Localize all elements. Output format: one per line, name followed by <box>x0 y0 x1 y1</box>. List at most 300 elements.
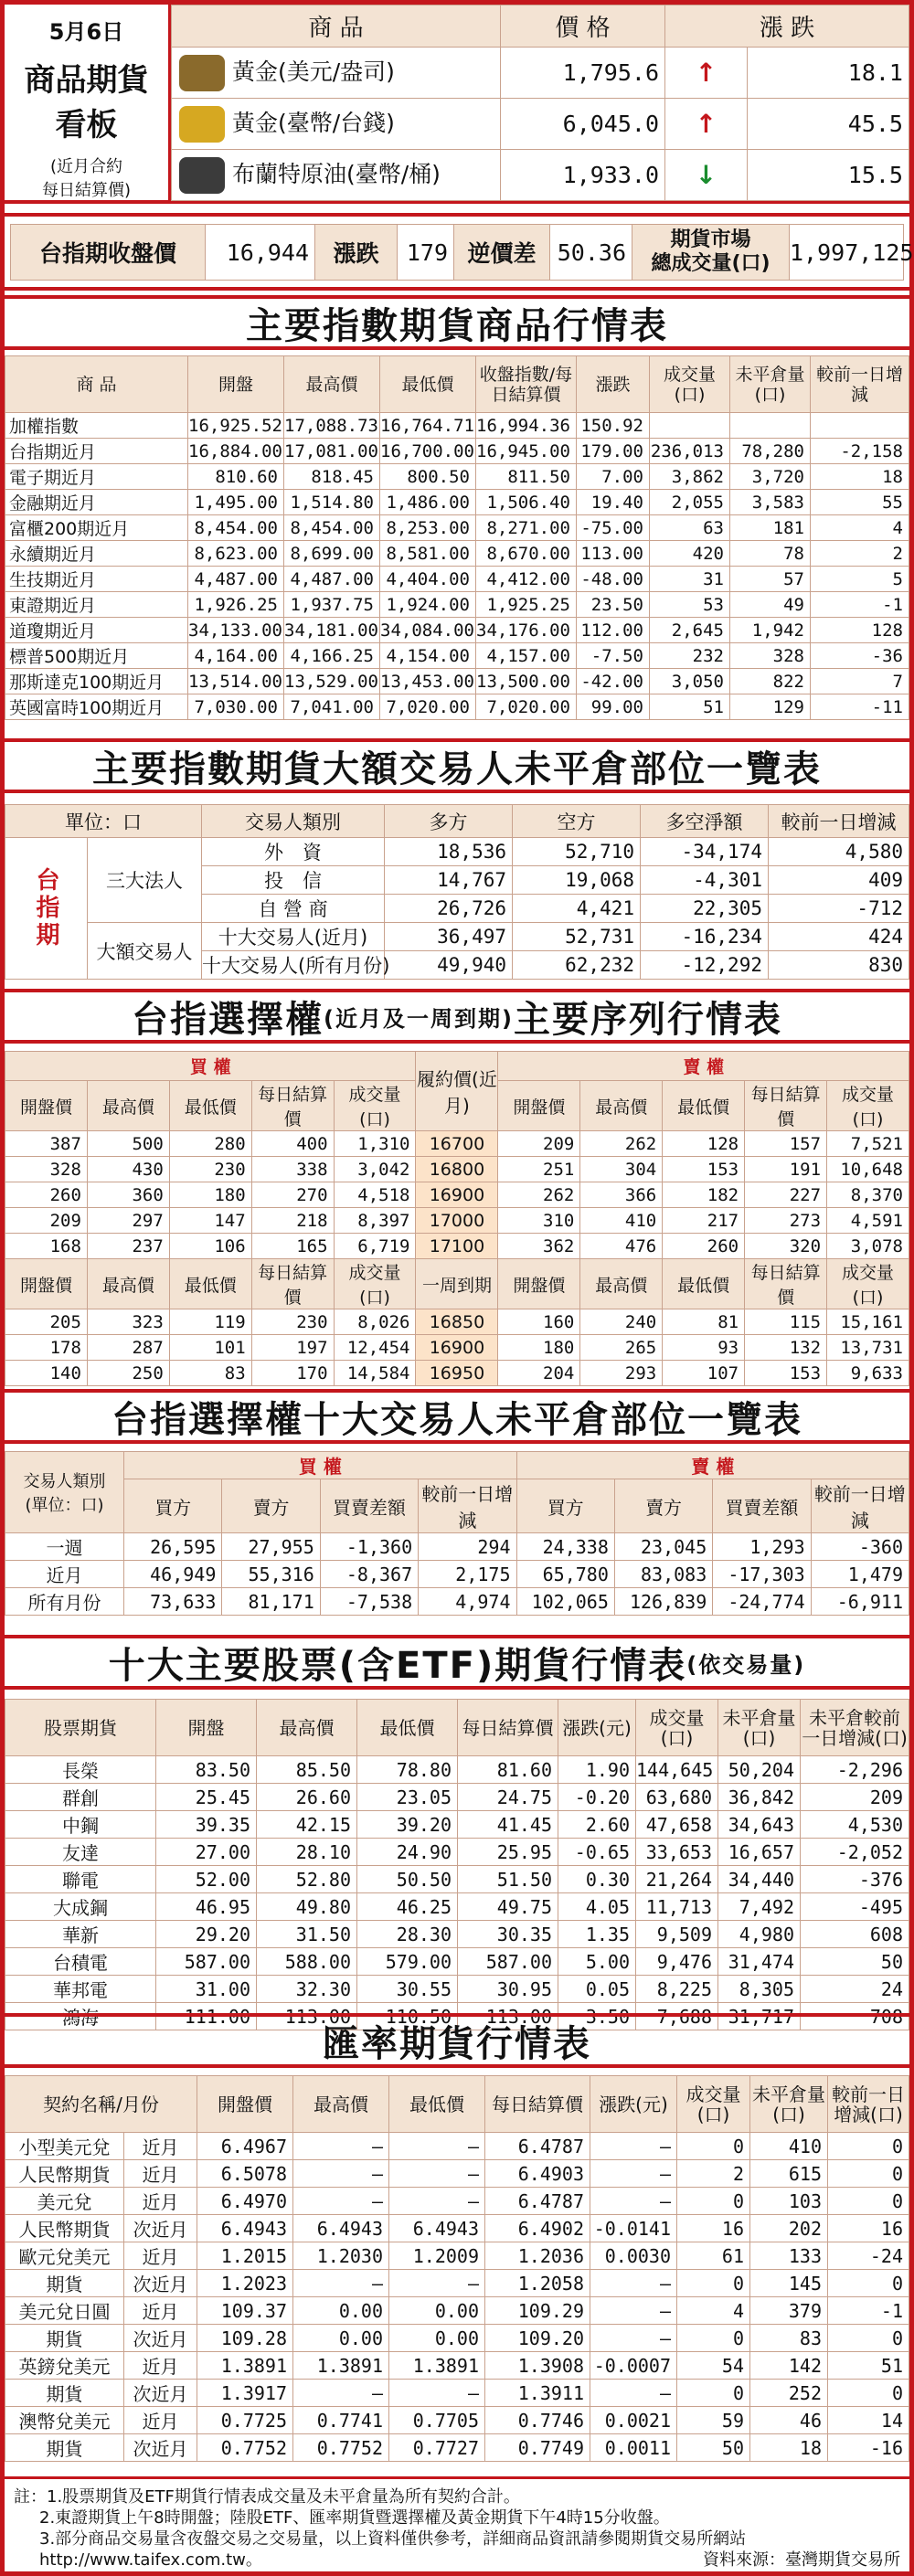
table-row <box>5 1208 909 1234</box>
table-cell: -1 <box>828 2297 909 2325</box>
table-cell: 579.00 <box>357 1948 458 1976</box>
table-cell: 1.3917 <box>197 2380 293 2407</box>
table-cell: 0.30 <box>558 1866 636 1893</box>
table-cell: 400 <box>251 1131 334 1157</box>
table-cell: 36,497 <box>385 923 513 951</box>
col-header: 漲 跌 <box>665 5 909 48</box>
table-cell: -0.0141 <box>590 2215 677 2242</box>
table-row <box>5 592 909 618</box>
strike-cell: 16800 <box>416 1157 498 1182</box>
commodity-name: 黃金(美元/盎司) <box>232 58 395 85</box>
table-row <box>5 1561 909 1588</box>
table-cell: 1.2030 <box>293 2242 389 2270</box>
table-cell: 16,884.00 <box>188 439 284 464</box>
table-cell: 2.60 <box>558 1811 636 1839</box>
table-cell: 0 <box>677 2325 750 2352</box>
table-cell: 14 <box>828 2407 909 2434</box>
col-header: 買方 <box>516 1479 614 1533</box>
put-header: 賣 權 <box>498 1052 909 1081</box>
table-cell: 近月 <box>124 2352 197 2380</box>
table-cell: 21,264 <box>636 1866 718 1893</box>
col-header: 最低價 <box>357 1700 458 1756</box>
table-cell: 109.29 <box>485 2297 590 2325</box>
commodity-row <box>172 150 909 201</box>
col-header: 未平倉較前一日增減(口) <box>801 1700 909 1756</box>
table-row <box>5 618 909 643</box>
table-cell: – <box>389 2188 485 2215</box>
col-header: 收盤指數/每日結算價 <box>476 356 577 413</box>
table-cell: 78 <box>730 541 811 567</box>
table-row <box>5 2352 909 2380</box>
table-cell: 34,643 <box>718 1811 801 1839</box>
table-cell: 友達 <box>5 1839 156 1866</box>
table-cell: 202 <box>750 2215 828 2242</box>
table-cell: 加權指數 <box>5 413 188 439</box>
table-row <box>5 439 909 464</box>
col-header: 最低價 <box>380 356 476 413</box>
table-cell: -24,774 <box>713 1588 811 1616</box>
table-cell: 608 <box>801 1921 909 1948</box>
table-cell: 49.80 <box>257 1893 357 1921</box>
table-cell: 34,084.00 <box>380 618 476 643</box>
strike-cell: 16850 <box>416 1309 498 1335</box>
table-cell: 8,026 <box>334 1309 416 1335</box>
table-cell: – <box>590 2133 677 2160</box>
table-cell: 18,536 <box>385 838 513 866</box>
table-row <box>5 1131 909 1157</box>
board-note-1: (近月合約 <box>49 157 123 176</box>
table-cell: 5 <box>811 567 909 592</box>
col-header: 未平倉量(口) <box>718 1700 801 1756</box>
table-row <box>5 1157 909 1182</box>
table-cell: 51 <box>650 694 730 720</box>
col-header: 漲跌(元) <box>590 2076 677 2133</box>
title-part: 台指選擇權 <box>132 998 324 1041</box>
table-cell: 4,412.00 <box>476 567 577 592</box>
table-cell: 0.7752 <box>197 2434 293 2462</box>
table-row <box>5 1921 909 1948</box>
table-cell: 34,133.00 <box>188 618 284 643</box>
table-row <box>5 1811 909 1839</box>
large-trader-table <box>5 804 909 980</box>
table-cell: 240 <box>580 1309 663 1335</box>
col-header: 最高價 <box>87 1081 169 1131</box>
table-cell: 205 <box>5 1309 88 1335</box>
footnote: 3.部分商品交易量含夜盤交易之交易量，以上資料僅供參考，詳細商品資訊請參閱期貨交易所網站 <box>39 2529 747 2549</box>
table-cell: 128 <box>811 618 909 643</box>
table-cell: 153 <box>745 1361 827 1386</box>
table-cell: 128 <box>663 1131 745 1157</box>
table-cell: 23.50 <box>577 592 650 618</box>
col-header: 成交量(口) <box>677 2076 750 2133</box>
table-cell: 140 <box>5 1361 88 1386</box>
table-cell: -1,360 <box>320 1533 418 1561</box>
table-cell: 0.7705 <box>389 2407 485 2434</box>
commodity-change: 15.5 <box>748 150 909 201</box>
table-cell: -24 <box>828 2242 909 2270</box>
table-cell: 182 <box>663 1182 745 1208</box>
commodity-table <box>171 5 909 201</box>
table-cell: 409 <box>769 866 909 895</box>
table-cell: 191 <box>745 1157 827 1182</box>
col-header: 最低價 <box>169 1081 251 1131</box>
table-cell: 7,041.00 <box>284 694 380 720</box>
table-cell: 3,042 <box>334 1157 416 1182</box>
table-cell: 0.7725 <box>197 2407 293 2434</box>
table-row <box>5 2133 909 2160</box>
table-cell: 0 <box>828 2325 909 2352</box>
table-row <box>5 1784 909 1811</box>
table-cell: 群創 <box>5 1784 156 1811</box>
table-cell: 73,633 <box>124 1588 222 1616</box>
table-cell: 人民幣期貨 <box>5 2215 124 2242</box>
summary-value: 16,944 <box>206 225 315 281</box>
table-cell: 17,081.00 <box>284 439 380 464</box>
table-cell: 270 <box>251 1182 334 1208</box>
table-cell: 107 <box>663 1361 745 1386</box>
table-cell: 1,293 <box>713 1533 811 1561</box>
table-cell: 6.4967 <box>197 2133 293 2160</box>
board-title-1: 商品期貨 <box>24 62 149 99</box>
table-cell: -34,174 <box>641 838 769 866</box>
table-row <box>5 2242 909 2270</box>
table-cell: 24,338 <box>516 1533 614 1561</box>
table-row <box>5 669 909 694</box>
summary-label: 台指期收盤價 <box>11 225 206 281</box>
col-header: 交易人類別 <box>202 805 385 838</box>
stock-futures-section <box>5 1635 909 2029</box>
table-cell: 31 <box>650 567 730 592</box>
table-row <box>5 567 909 592</box>
summary-value: 179 <box>398 225 454 281</box>
col-header: 最高價 <box>87 1259 169 1309</box>
col-header: 開盤價 <box>197 2076 293 2133</box>
table-cell: 109.37 <box>197 2297 293 2325</box>
section-title <box>5 1635 909 1690</box>
table-cell: 近月 <box>124 2188 197 2215</box>
table-cell: 7,688 <box>636 2003 718 2030</box>
board-date: 5月6日 <box>48 19 124 45</box>
col-header: 最高價 <box>284 356 380 413</box>
table-cell: 53 <box>650 592 730 618</box>
strike-cell: 16900 <box>416 1182 498 1208</box>
table-cell: 0.0021 <box>590 2407 677 2434</box>
source-link[interactable]: http://www.taifex.com.tw。 <box>39 2550 262 2570</box>
table-cell: 99.00 <box>577 694 650 720</box>
table-cell: – <box>590 2160 677 2188</box>
table-cell: 430 <box>87 1157 169 1182</box>
table-cell: 4,404.00 <box>380 567 476 592</box>
table-cell: 近月 <box>124 2133 197 2160</box>
col-header: 成交量(口) <box>650 356 730 413</box>
table-cell: 2,175 <box>419 1561 516 1588</box>
table-row <box>5 2325 909 2352</box>
table-cell: 4 <box>811 515 909 541</box>
table-cell: -48.00 <box>577 567 650 592</box>
footnotes <box>5 2476 909 2571</box>
table-row <box>5 2270 909 2297</box>
table-cell: 178 <box>5 1335 88 1361</box>
table-row <box>5 2297 909 2325</box>
table-cell: 3,050 <box>650 669 730 694</box>
table-cell: 50 <box>801 1948 909 1976</box>
table-cell: 4,157.00 <box>476 643 577 669</box>
table-cell: 24.90 <box>357 1839 458 1866</box>
table-cell: 145 <box>750 2270 828 2297</box>
strike-cell: 16950 <box>416 1361 498 1386</box>
table-cell: 113.00 <box>458 2003 558 2030</box>
table-cell: 260 <box>5 1182 88 1208</box>
table-cell: 1,924.00 <box>380 592 476 618</box>
table-cell: 歐元兌美元 <box>5 2242 124 2270</box>
change-arrow-icon: ↓ <box>665 150 748 201</box>
table-cell: 83 <box>750 2325 828 2352</box>
summary-label: 漲跌 <box>315 225 398 281</box>
table-cell: 42.15 <box>257 1811 357 1839</box>
fx-futures-table <box>5 2075 909 2462</box>
summary-table <box>10 224 914 281</box>
table-cell: 生技期近月 <box>5 567 188 592</box>
table-cell: 144,645 <box>636 1756 718 1784</box>
commodity-name: 黃金(臺幣/台錢) <box>232 110 395 136</box>
col-header: 每日結算價 <box>251 1081 334 1131</box>
table-cell: 39.20 <box>357 1811 458 1839</box>
table-cell: 13,500.00 <box>476 669 577 694</box>
table-cell: 217 <box>663 1208 745 1234</box>
footnote: 註：1.股票期貨及ETF期貨行情表成交量及未平倉量為所有契約合計。 <box>14 2487 520 2507</box>
table-cell: 大成鋼 <box>5 1893 156 1921</box>
col-header: 契約名稱/月份 <box>5 2076 197 2133</box>
table-cell: 111.00 <box>156 2003 257 2030</box>
table-cell: 8,305 <box>718 1976 801 2003</box>
table-cell: 所有月份 <box>5 1588 124 1616</box>
table-cell: 標普500期近月 <box>5 643 188 669</box>
col-header: 較前一日增減 <box>811 1479 909 1533</box>
table-cell: 109.20 <box>485 2325 590 2352</box>
table-cell: – <box>590 2188 677 2215</box>
table-cell: 5.00 <box>558 1948 636 1976</box>
options-large-trader-table <box>5 1451 909 1616</box>
group-label: 三大法人 <box>88 838 202 923</box>
table-cell: 115 <box>745 1309 827 1335</box>
table-cell: 113.00 <box>257 2003 357 2030</box>
commodity-price: 1,933.0 <box>501 150 665 201</box>
table-cell: 25.45 <box>156 1784 257 1811</box>
table-cell: 1.3891 <box>197 2352 293 2380</box>
commodity-change: 45.5 <box>748 99 909 150</box>
table-cell: 304 <box>580 1157 663 1182</box>
table-cell: 小型美元兌 <box>5 2133 124 2160</box>
table-cell: 81.60 <box>458 1756 558 1784</box>
table-cell: 0.7741 <box>293 2407 389 2434</box>
table-cell: 46,949 <box>124 1561 222 1588</box>
table-cell: 23,045 <box>614 1533 712 1561</box>
table-cell: -495 <box>801 1893 909 1921</box>
table-cell: 14,767 <box>385 866 513 895</box>
table-row <box>5 1948 909 1976</box>
table-cell: 36,842 <box>718 1784 801 1811</box>
table-cell: – <box>389 2380 485 2407</box>
table-cell: 美元兌 <box>5 2188 124 2215</box>
table-cell: -360 <box>811 1533 909 1561</box>
table-cell: 142 <box>750 2352 828 2380</box>
table-cell: 476 <box>580 1234 663 1259</box>
call-header: 買 權 <box>124 1452 517 1479</box>
table-cell: 293 <box>580 1361 663 1386</box>
table-cell: 外 資 <box>202 838 385 866</box>
table-cell: 7,020.00 <box>380 694 476 720</box>
commodity-change: 18.1 <box>748 48 909 99</box>
table-cell: 4,974 <box>419 1588 516 1616</box>
table-cell: 252 <box>750 2380 828 2407</box>
table-cell: 1,942 <box>730 618 811 643</box>
section-title: 匯率期貨行情表 <box>5 2013 909 2068</box>
col-header: 每日結算價 <box>458 1700 558 1756</box>
table-cell: 14,584 <box>334 1361 416 1386</box>
table-cell: 110.50 <box>357 2003 458 2030</box>
table-cell: 294 <box>419 1533 516 1561</box>
table-cell: 157 <box>745 1131 827 1157</box>
table-cell: 近月 <box>124 2297 197 2325</box>
table-cell: 52.80 <box>257 1866 357 1893</box>
table-cell: 永續期近月 <box>5 541 188 567</box>
table-row <box>5 2434 909 2462</box>
group-label: 大額交易人 <box>88 923 202 980</box>
table-cell: – <box>590 2325 677 2352</box>
table-cell: 78,280 <box>730 439 811 464</box>
table-cell: 6.4943 <box>197 2215 293 2242</box>
table-cell: 英鎊兌美元 <box>5 2352 124 2380</box>
table-cell: 34,181.00 <box>284 618 380 643</box>
table-cell: 近月 <box>5 1561 124 1588</box>
table-cell: 8,581.00 <box>380 541 476 567</box>
table-cell: 次近月 <box>124 2325 197 2352</box>
table-cell: 11,713 <box>636 1893 718 1921</box>
table-cell: 708 <box>801 2003 909 2030</box>
table-cell: – <box>293 2270 389 2297</box>
table-row <box>5 413 909 439</box>
table-cell: -4,301 <box>641 866 769 895</box>
unit-label: 單位：口 <box>5 805 202 838</box>
table-cell: 7,521 <box>827 1131 909 1157</box>
table-cell: 0.7727 <box>389 2434 485 2462</box>
table-cell: 4,980 <box>718 1921 801 1948</box>
table-cell: 588.00 <box>257 1948 357 1976</box>
table-cell: 6.5078 <box>197 2160 293 2188</box>
col-header: 開盤價 <box>498 1259 580 1309</box>
table-cell: 華邦電 <box>5 1976 156 2003</box>
table-cell: -712 <box>769 895 909 923</box>
table-cell: 2 <box>811 541 909 567</box>
table-cell: 273 <box>745 1208 827 1234</box>
col-header: 每日結算價 <box>745 1081 827 1131</box>
table-cell: 818.45 <box>284 464 380 490</box>
table-cell: – <box>590 2270 677 2297</box>
table-cell: -12,292 <box>641 951 769 980</box>
col-header: 漲跌 <box>577 356 650 413</box>
table-cell: 31.00 <box>156 1976 257 2003</box>
table-cell: 180 <box>169 1182 251 1208</box>
header-line: 交易人類別 <box>23 1472 106 1491</box>
index-futures-section <box>5 295 909 726</box>
table-row <box>5 541 909 567</box>
table-cell: 31,474 <box>718 1948 801 1976</box>
table-cell: 179.00 <box>577 439 650 464</box>
table-row <box>5 464 909 490</box>
table-cell: 1.2058 <box>485 2270 590 2297</box>
table-cell: 近月 <box>124 2407 197 2434</box>
table-cell: – <box>293 2160 389 2188</box>
table-cell: 800.50 <box>380 464 476 490</box>
table-row <box>5 1309 909 1335</box>
col-header: 成交量(口) <box>827 1259 909 1309</box>
table-cell: 31,717 <box>718 2003 801 2030</box>
table-cell: 181 <box>730 515 811 541</box>
table-cell: 25.95 <box>458 1839 558 1866</box>
table-cell: – <box>590 2380 677 2407</box>
table-cell: 93 <box>663 1335 745 1361</box>
table-cell: 323 <box>87 1309 169 1335</box>
put-header: 賣 權 <box>516 1452 909 1479</box>
table-cell: 富櫃200期近月 <box>5 515 188 541</box>
table-cell <box>650 413 730 439</box>
commodity-board <box>5 5 909 204</box>
table-cell: -2,158 <box>811 439 909 464</box>
table-row <box>5 838 909 866</box>
col-header: 最低價 <box>663 1081 745 1131</box>
table-cell: 金融期近月 <box>5 490 188 515</box>
table-cell: 8,253.00 <box>380 515 476 541</box>
table-cell: 209 <box>5 1208 88 1234</box>
table-cell: 387 <box>5 1131 88 1157</box>
commodity-name-cell <box>172 99 501 150</box>
table-cell: 63,680 <box>636 1784 718 1811</box>
table-cell: -0.20 <box>558 1784 636 1811</box>
table-cell: 150.92 <box>577 413 650 439</box>
table-cell: 期貨 <box>5 2325 124 2352</box>
table-row <box>5 2188 909 2215</box>
table-cell: 424 <box>769 923 909 951</box>
table-cell: 人民幣期貨 <box>5 2160 124 2188</box>
table-cell: 15,161 <box>827 1309 909 1335</box>
strike-cell: 17100 <box>416 1234 498 1259</box>
table-row <box>5 643 909 669</box>
table-cell: – <box>389 2133 485 2160</box>
table-cell <box>730 413 811 439</box>
col-header: 買賣差額 <box>713 1479 811 1533</box>
section-title: 主要指數期貨商品行情表 <box>5 295 909 350</box>
table-cell: 160 <box>498 1309 580 1335</box>
table-cell: -6,911 <box>811 1588 909 1616</box>
table-cell: 7,492 <box>718 1893 801 1921</box>
title-part: (依交易量) <box>686 1651 806 1678</box>
table-row <box>5 2215 909 2242</box>
gold-bar-icon <box>179 106 225 143</box>
table-cell: 1,925.25 <box>476 592 577 618</box>
table-cell: 1.2009 <box>389 2242 485 2270</box>
table-cell: 23.05 <box>357 1784 458 1811</box>
table-cell: 13,731 <box>827 1335 909 1361</box>
table-cell: 310 <box>498 1208 580 1234</box>
side-label: 台指期 <box>5 838 88 980</box>
col-header: 股票期貨 <box>5 1700 156 1756</box>
table-cell: 鴻海 <box>5 2003 156 2030</box>
table-row <box>5 923 909 951</box>
board-title-2: 看板 <box>55 107 118 143</box>
table-cell: 410 <box>580 1208 663 1234</box>
table-cell: 52,731 <box>513 923 641 951</box>
col-header: 賣方 <box>614 1479 712 1533</box>
